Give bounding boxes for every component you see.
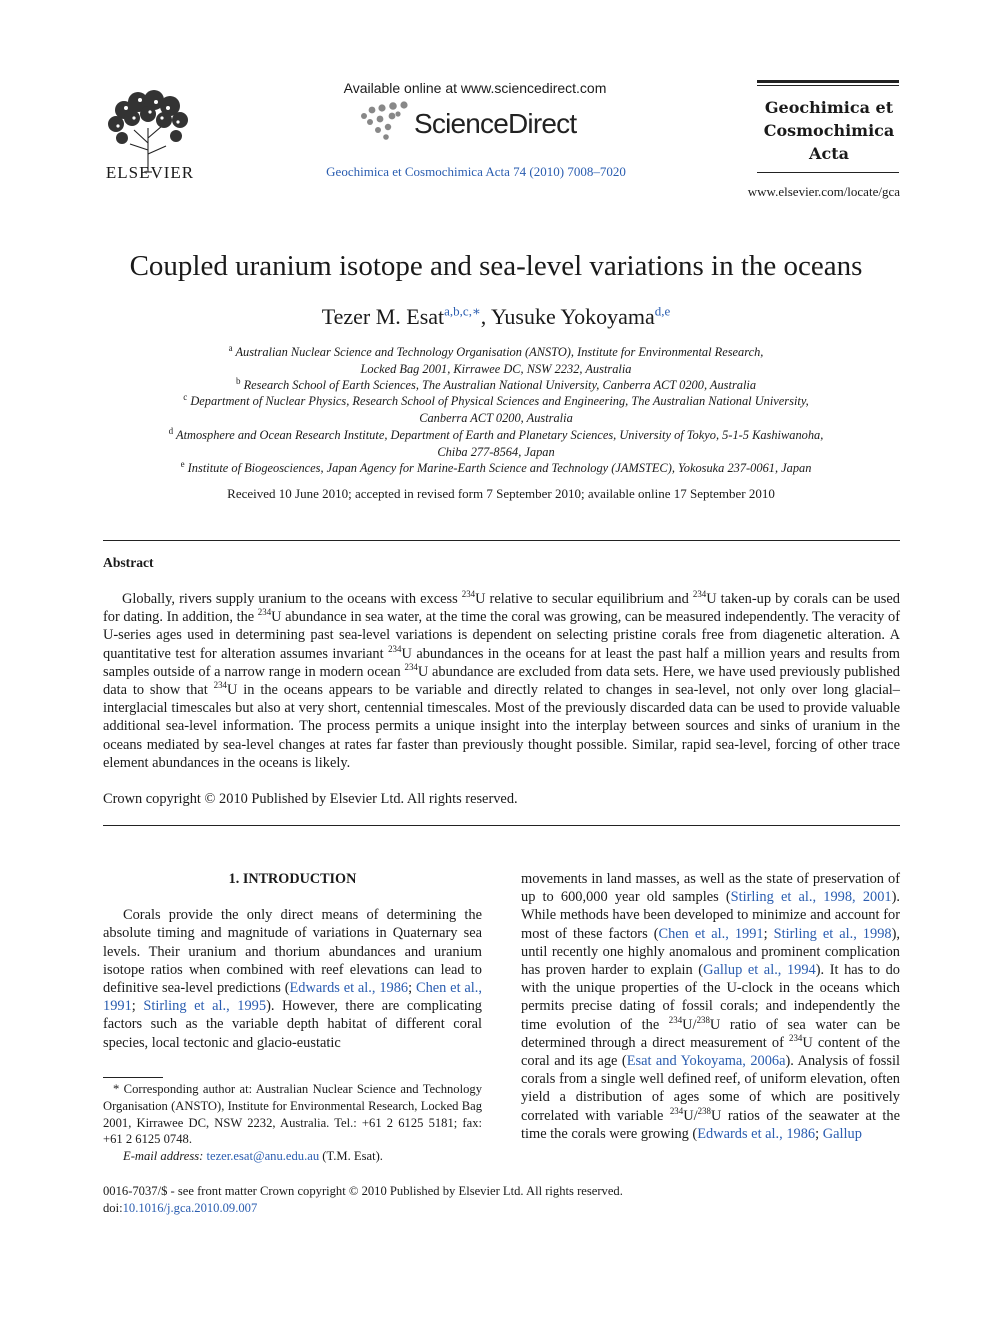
abstract-span: U abundance in sea water, at the time the coral was growing, can be measured independently. The veracity of U-series ages used in determining past sea-level variations is dependent on selecting pristine corals free from diagenetic alteration. A quantitative test for alteration assumes invariant bbox=[103, 609, 900, 662]
journal-title-rule-top-thin bbox=[757, 85, 899, 86]
journal-title-line: Acta bbox=[809, 144, 849, 163]
affiliation-text: Department of Nuclear Physics, Research School of Physical Sciences and Engineering, The Australian National University, bbox=[190, 394, 809, 408]
affiliation-mark: b bbox=[235, 375, 241, 386]
text-span: ). Analysis of fossil corals from a single well defined reef, of uniform elevation, often yield a distribution of ages some of which are positively correlated with variable bbox=[521, 1053, 900, 1124]
abstract-copyright: Crown copyright © 2010 Published by Elsevier Ltd. All rights reserved. bbox=[103, 791, 518, 807]
isotope-superscript: 234 bbox=[789, 1033, 803, 1044]
affiliation-mark: e bbox=[180, 458, 185, 469]
footnote-text: Corresponding author at: Australian Nuclear Science and Technology Organisation (ANSTO), Institute for Environmental Research, Locked Bag 2001, Kirrawee DC, NSW 2232, Australia. Tel.: +61 2 6125 5181; fax: +61 2 6125 0748. bbox=[103, 1082, 482, 1147]
text-span: U ratios of the seawater at the time the corals were growing ( bbox=[521, 1107, 900, 1142]
citation-link[interactable]: Chen et al., 1991 bbox=[103, 980, 482, 1015]
text-span: ; bbox=[408, 980, 416, 997]
affiliation-mark: c bbox=[183, 391, 188, 402]
isotope-superscript: 234 bbox=[668, 1014, 683, 1025]
citation-link[interactable]: Stirling et al., 1995 bbox=[143, 998, 267, 1015]
text-span: ). While methods have been developed to minimize and account for most of these factors ( bbox=[521, 889, 900, 942]
journal-title-line: Cosmochimica bbox=[763, 121, 895, 140]
isotope-superscript: 234 bbox=[692, 589, 707, 600]
intro-paragraph bbox=[103, 906, 482, 1052]
available-online-text: Available online at www.sciencedirect.com bbox=[343, 80, 607, 96]
abstract-span: U abundance are excluded from data sets. Here, we have used previously published data to show that bbox=[103, 663, 900, 699]
text-span: U/ bbox=[683, 1107, 698, 1124]
abstract-text bbox=[103, 590, 900, 772]
footnote-text: (T.M. Esat). bbox=[319, 1149, 383, 1164]
affiliation bbox=[90, 393, 902, 426]
front-matter-line: 0016-7037/$ - see front matter Crown copyright © 2010 Published by Elsevier Ltd. All rights reserved. bbox=[103, 1184, 623, 1198]
citation-link[interactable]: Edwards et al., 1986 bbox=[697, 1125, 816, 1142]
abstract-span: U in the oceans appears to be variable and directly related to changes in sea-level, not only over long glacial–interglacial timescales but also at very short, centennial timescales. Most of the previously discarded data can be used to provide valuable additional sea-level information. The process permits a unique insight into the interplay between sources and sinks of uranium in the oceans mediated by sea-level changes at rates far faster than previously thought possible. Similar, rapid sea-level, forcing of other trace element abundances in the oceans is likely. bbox=[103, 682, 900, 771]
journal-url-link[interactable]: www.elsevier.com/locate/gca bbox=[747, 184, 900, 199]
text-span: ; bbox=[131, 998, 144, 1015]
affiliation-text: Atmosphere and Ocean Research Institute, Department of Earth and Planetary Sciences, University of Tokyo, 5-1-5 Kashiwanoha, bbox=[176, 428, 824, 442]
email-label: E-mail address: bbox=[123, 1149, 204, 1164]
affiliation-text: Institute of Biogeosciences, Japan Agency for Marine-Earth Science and Technology (JAMSTEC), Yokosuka 237-0061, Japan bbox=[187, 461, 812, 475]
front-matter bbox=[103, 1183, 623, 1217]
column-right bbox=[521, 870, 900, 1143]
text-span: U/ bbox=[682, 1016, 697, 1033]
affiliation-mark: a bbox=[228, 342, 233, 353]
affiliation bbox=[90, 427, 902, 460]
affiliation-text: Canberra ACT 0200, Australia bbox=[419, 410, 573, 425]
divider bbox=[103, 825, 900, 826]
affiliation-text: Australian Nuclear Science and Technology Organisation (ANSTO), Institute for Environmental Research, bbox=[235, 345, 764, 359]
abstract-span: Globally, rivers supply uranium to the oceans with excess bbox=[122, 591, 462, 607]
author-separator: , bbox=[480, 304, 491, 329]
text-span: movements in land masses, as well as the state of preservation of up to 600,000 year old samples ( bbox=[521, 871, 900, 906]
citation-link[interactable]: Gallup et al., 1994 bbox=[703, 962, 816, 979]
isotope-superscript: 234 bbox=[404, 662, 418, 673]
journal-title-rule-top bbox=[757, 80, 899, 83]
author-list bbox=[60, 304, 932, 330]
journal-citation-link[interactable]: Geochimica et Cosmochimica Acta 74 (2010) 7008–7020 bbox=[326, 164, 626, 179]
affiliation bbox=[90, 377, 902, 394]
author-name: Tezer M. Esat bbox=[321, 304, 445, 329]
divider bbox=[103, 540, 900, 541]
isotope-superscript: 234 bbox=[213, 680, 227, 691]
footnote-mark: * bbox=[113, 1082, 120, 1096]
text-span: U ratio of sea water can be determined through a direct measurement of bbox=[521, 1016, 900, 1051]
affiliation-text: Research School of Earth Sciences, The Australian National University, Canberra ACT 0200, Australia bbox=[243, 378, 757, 392]
citation-link[interactable]: Stirling et al., 1998, 2001 bbox=[730, 889, 892, 906]
text-span: ; bbox=[815, 1125, 823, 1142]
abstract-span: U abundances in the oceans for at least the past half a million years and results from samples outside of a narrow range in modern ocean bbox=[103, 645, 901, 680]
section-heading-introduction: 1. INTRODUCTION bbox=[228, 871, 357, 887]
isotope-superscript: 234 bbox=[461, 589, 476, 600]
column-left bbox=[103, 870, 482, 1052]
isotope-superscript: 234 bbox=[257, 607, 272, 618]
isotope-superscript: 238 bbox=[697, 1105, 711, 1116]
author-affiliation-marks[interactable]: a,b,c,∗ bbox=[444, 303, 481, 319]
publisher-name: ELSEVIER bbox=[105, 163, 195, 182]
citation-link[interactable]: Chen et al., 1991 bbox=[658, 925, 764, 942]
author-name: Yusuke Yokoyama bbox=[490, 304, 655, 329]
article-dates: Received 10 June 2010; accepted in revised form 7 September 2010; available online 17 September 2010 bbox=[227, 486, 775, 501]
footnote-rule bbox=[103, 1077, 163, 1078]
affiliation bbox=[90, 460, 902, 477]
article-title: Coupled uranium isotope and sea-level variations in the oceans bbox=[129, 250, 863, 282]
citation-link[interactable]: Edwards et al., 1986 bbox=[289, 980, 409, 997]
author-affiliation-marks[interactable]: d,e bbox=[654, 303, 671, 319]
text-span: ). However, there are complicating factors such as the variable depth habitat of different coral species, local tectonic and glacio-eustatic bbox=[103, 998, 482, 1051]
abstract-span: U relative to secular equilibrium and bbox=[475, 591, 693, 607]
citation-link[interactable]: Stirling et al., 1998 bbox=[773, 925, 892, 942]
journal-title bbox=[740, 96, 918, 165]
text-span: ), until recently one highly anomalous and prominent complication has proven harder to explain ( bbox=[521, 925, 900, 979]
email-link[interactable]: tezer.esat@anu.edu.au bbox=[206, 1149, 320, 1164]
sciencedirect-wordmark: ScienceDirect bbox=[414, 108, 577, 139]
affiliation-text: Locked Bag 2001, Kirrawee DC, NSW 2232, Australia bbox=[360, 361, 632, 376]
isotope-superscript: 238 bbox=[696, 1014, 710, 1025]
isotope-superscript: 234 bbox=[388, 643, 402, 654]
journal-title-rule-bottom bbox=[757, 172, 899, 173]
text-span: Corals provide the only direct means of determining the absolute timing and magnitude of variations in Quaternary sea levels. Their uranium and thorium abundances and uranium isotope ratios when combined with reef elevations can lead to definitive sea-level predictions ( bbox=[103, 907, 482, 997]
affiliation-mark: d bbox=[168, 425, 174, 436]
citation-link[interactable]: Gallup bbox=[822, 1125, 862, 1142]
affiliation bbox=[90, 344, 902, 377]
doi-link[interactable]: 10.1016/j.gca.2010.09.007 bbox=[122, 1201, 258, 1215]
affiliation-text: Chiba 277-8564, Japan bbox=[437, 444, 555, 459]
intro-paragraph-continued bbox=[521, 870, 900, 1143]
abstract-span: U taken-up by corals can be used for dating. In addition, the bbox=[103, 591, 900, 626]
text-span: ). It has to do with the unique properties of the U-clock in the oceans which permits precise dating of fossil corals; and independently the time evolution of the bbox=[521, 962, 900, 1033]
corresponding-author-footnote bbox=[103, 1081, 482, 1165]
text-span: U content of the coral and its age ( bbox=[521, 1034, 900, 1070]
doi-line bbox=[103, 1200, 623, 1217]
journal-title-line: Geochimica et bbox=[764, 98, 894, 117]
citation-link[interactable]: Esat and Yokoyama, 2006a bbox=[626, 1053, 786, 1070]
isotope-superscript: 234 bbox=[669, 1105, 684, 1116]
abstract-heading: Abstract bbox=[103, 555, 154, 570]
text-span: ; bbox=[763, 925, 774, 942]
doi-label: doi: bbox=[103, 1201, 123, 1215]
